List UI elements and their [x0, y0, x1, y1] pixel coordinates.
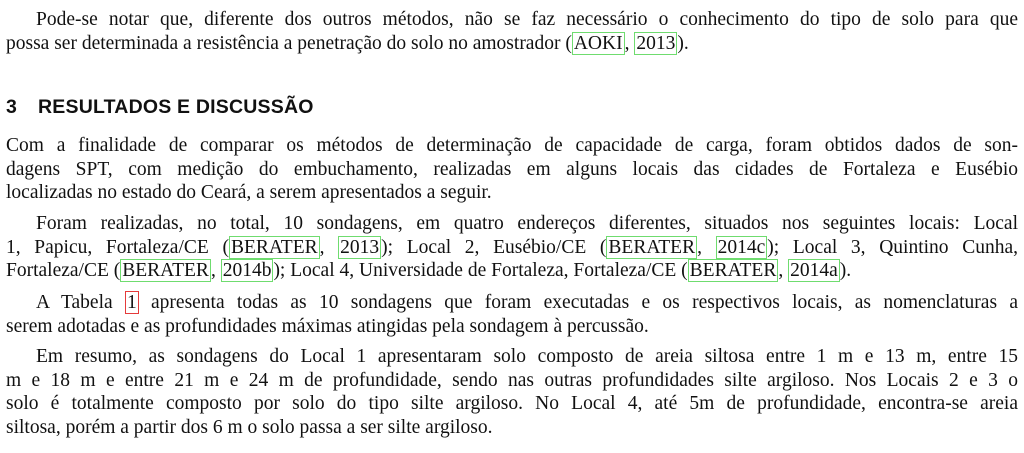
citation-year-link-2014a[interactable]: 2014a [790, 260, 838, 281]
p4-line-4: siltosa, porém a partir dos 6 m o solo passa a ser silte argiloso. [6, 416, 493, 438]
p4-line-2: m e 18 m e entre 21 m e 24 m de profundidade, sendo nas outras profundidades silte argiloso. Nos Locais 2 e 3 o [6, 369, 1018, 391]
section-number: 3 [6, 96, 18, 118]
p2-line-2: 1, Papicu, Fortaleza/CE ( BERATER , 2013 ); Local 2, Eusébio/CE ( BERATER , 2014c ); Local 3, Quintino Cunha, [6, 236, 1018, 258]
paragraph-2 [6, 212, 1018, 283]
p1-line-3: localizadas no estado do Ceará, a serem apresentados a seguir. [6, 182, 492, 203]
p1-line-1: Com a finalidade de comparar os métodos de determinação de capacidade de carga, foram obtidos dados de son- [6, 135, 1018, 156]
citation-link-berater-2014b[interactable]: BERATER [122, 260, 209, 281]
citation-link-aoki-2013[interactable]: AOKI [573, 32, 623, 54]
p4-line-1: Em resumo, as sondagens do Local 1 apresentaram solo composto de areia siltosa entre 1 m e 13 m, entre 15 [36, 346, 1018, 367]
intro-line-1: Pode-se notar que, diferente dos outros métodos, não se faz necessário o conhecimento do tipo de solo para que [36, 9, 1018, 30]
p2-line-3: Fortaleza/CE ( BERATER , 2014b ); Local 4, Universidade de Fortaleza, Fortaleza/CE ( BERATER , 2014a ). [6, 260, 852, 281]
table-reference-link[interactable]: 1 [126, 292, 137, 313]
paragraph-3 [6, 291, 1018, 338]
intro-line-2: possa ser determinada a resistência a penetração do solo no amostrador ( AOKI , 2013 ). [6, 32, 689, 54]
paragraph-1 [6, 134, 1018, 205]
citation-link-berater-2013[interactable]: BERATER [230, 236, 318, 258]
citation-link-berater-2014c[interactable]: BERATER [608, 236, 696, 258]
citation-year-link-2014b[interactable]: 2014b [222, 260, 272, 281]
intro-paragraph [6, 8, 1018, 55]
paragraph-4 [6, 345, 1018, 439]
p2-line-1: Foram realizadas, no total, 10 sondagens, em quatro endereços diferentes, situados nos seguintes locais: Local [36, 213, 1018, 234]
citation-link-berater-2014a[interactable]: BERATER [689, 260, 777, 281]
p1-line-2: dagens SPT, com medição do embuchamento, realizadas em alguns locais das cidades de Fortaleza e Eusébio [6, 158, 1018, 180]
p3-line-2: serem adotadas e as profundidades máximas atingidas pela sondagem à percussão. [6, 315, 649, 337]
citation-year-link-2013[interactable]: 2013 [340, 236, 380, 258]
citation-year-link-aoki[interactable]: 2013 [636, 32, 676, 54]
citation-year-link-2014c[interactable]: 2014c [717, 236, 766, 258]
section-title: RESULTADOS E DISCUSSÃO [38, 96, 314, 118]
p3-line-1: A Tabela 1 apresenta todas as 10 sondagens que foram executadas e os respectivos locais, as nomenclaturas a [36, 292, 1018, 313]
section-heading [6, 96, 314, 119]
p4-line-3: solo é totalmente composto por solo do tipo silte argiloso. No Local 4, até 5m de profundidade, encontra-se areia [6, 393, 1018, 414]
